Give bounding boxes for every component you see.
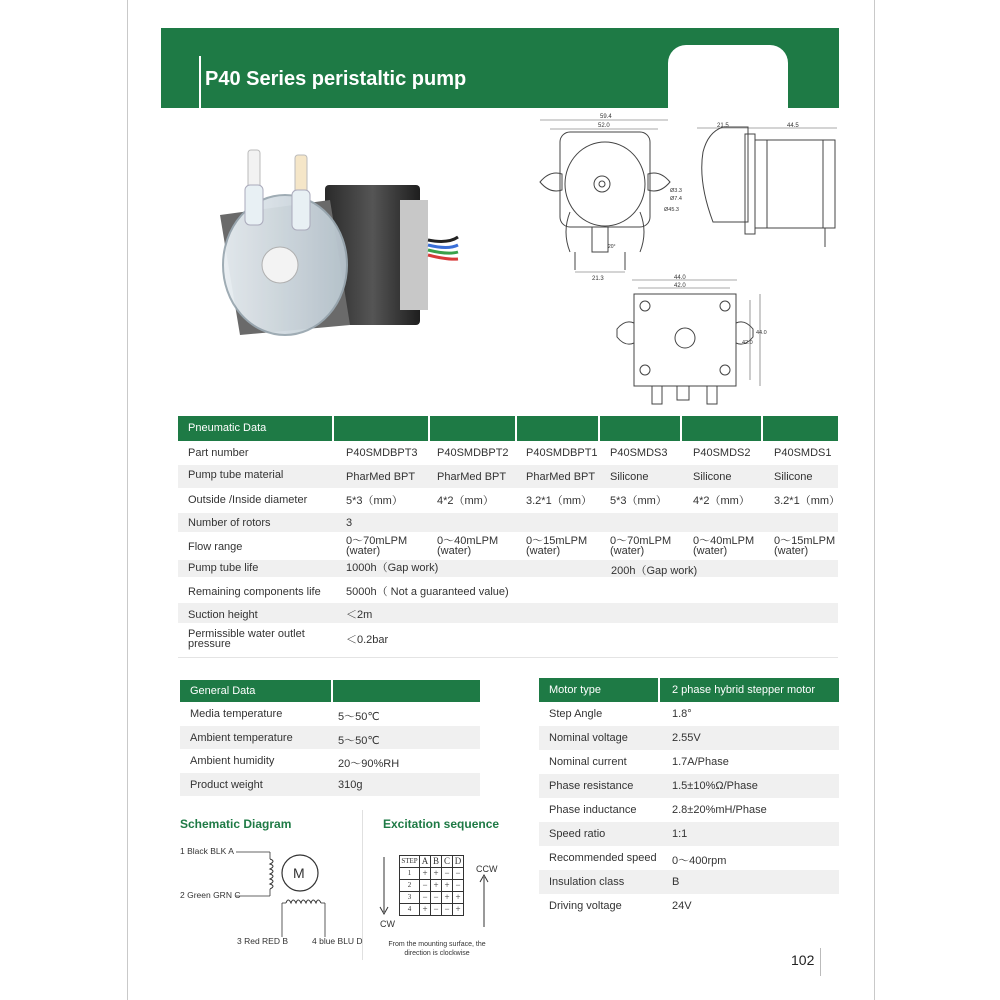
row-value: 310g (338, 778, 363, 791)
row-value: B (672, 876, 680, 888)
row-value: 20～90%RH (338, 758, 400, 770)
cell: 4*2（mm） (437, 495, 494, 507)
page-border-right (874, 0, 875, 1000)
ccw-label: CCW (476, 864, 498, 874)
cell (610, 536, 671, 556)
title-banner (161, 28, 839, 108)
cell: 1000h（Gap work) (346, 562, 439, 574)
cell: Silicone (693, 471, 732, 483)
table-row (539, 774, 839, 798)
cell: − (453, 868, 464, 880)
cell: − (431, 892, 442, 904)
row-label: Pump tube life (188, 562, 259, 574)
cell: 200h（Gap work) (611, 565, 698, 577)
cell: + (431, 880, 442, 892)
cell: P40SMDBPT1 (526, 447, 598, 459)
header-divider (761, 416, 763, 441)
flow-value: 0～15mLPM (526, 535, 588, 547)
table-row (539, 726, 839, 750)
header-cell: C (442, 856, 453, 868)
schematic-title: Schematic Diagram (180, 817, 292, 831)
table-row (539, 870, 839, 894)
row-label: Phase inductance (549, 804, 637, 816)
row-label: Outside /Inside diameter (188, 494, 308, 506)
dim-d45-3: Ø45.3 (664, 207, 679, 213)
row-value: 1.7A/Phase (672, 756, 729, 768)
row-value: 2.55V (672, 732, 701, 744)
header-divider (515, 416, 517, 441)
row-label: Ambient humidity (190, 755, 275, 767)
flow-sub: (water) (346, 545, 381, 557)
table-row-diameter (178, 489, 841, 513)
table-row (180, 749, 480, 773)
dim-face-42: 42.0 (674, 283, 686, 289)
motor-header-label: Motor type (549, 684, 601, 696)
general-header (180, 680, 480, 702)
page-border-left (127, 0, 128, 1000)
header-divider (332, 416, 334, 441)
cell: 3.2*1（mm） (526, 495, 593, 507)
table-row (539, 894, 839, 918)
cell: Silicone (610, 471, 649, 483)
header-cell: D (453, 856, 464, 868)
row-label: Step Angle (549, 708, 603, 720)
header-divider (428, 416, 430, 441)
row-label: Remaining components life (188, 586, 321, 598)
cell (346, 536, 407, 556)
row-label: Insulation class (549, 876, 625, 888)
cell: 4*2（mm） (693, 495, 750, 507)
row-label: Suction height (188, 609, 258, 621)
cell: + (431, 868, 442, 880)
cell: ＜2m (346, 609, 373, 621)
row-value: 1:1 (672, 828, 688, 840)
dim-21-3: 21.3 (592, 276, 604, 282)
table-row-components-life (178, 578, 838, 603)
cell: + (442, 880, 453, 892)
cell: + (442, 892, 453, 904)
table-row (539, 846, 839, 870)
table-row (180, 726, 480, 750)
schematic-diagram (230, 845, 340, 940)
front-view-drawing (530, 112, 690, 287)
row-label: Nominal voltage (549, 732, 628, 744)
header-divider (598, 416, 600, 441)
excitation-title: Excitation sequence (383, 817, 500, 831)
row-label: Phase resistance (549, 780, 634, 792)
row-value: 24V (672, 900, 692, 912)
cell: 5*3（mm） (610, 495, 667, 507)
side-view-drawing (695, 122, 843, 257)
dim-44-5: 44.5 (787, 123, 799, 129)
general-header-label: General Data (190, 685, 256, 697)
cell: 2 (400, 880, 420, 892)
row-label: Nominal current (549, 756, 627, 768)
row-label: Permissible water outlet pressure (188, 628, 305, 650)
header-divider (658, 678, 660, 702)
row-value: 2.8±20%mH/Phase (672, 804, 767, 816)
cell: − (442, 904, 453, 916)
table-row-flow-range (178, 533, 838, 560)
row-label: Driving voltage (549, 900, 622, 912)
flow-sub: (water) (610, 545, 645, 557)
cell: P40SMDS2 (693, 447, 751, 459)
motor-data-table (539, 678, 839, 918)
cell: + (453, 892, 464, 904)
table-row (539, 822, 839, 846)
wire-3-label: 3 Red RED B (237, 936, 289, 946)
motor-header (539, 678, 839, 702)
row-value: 1.8° (672, 708, 692, 720)
flow-value: 0～40mLPM (693, 535, 755, 547)
row-label: Speed ratio (549, 828, 606, 840)
dim-d3-3: Ø3.3 (670, 188, 682, 194)
cell: 3 (346, 517, 353, 529)
table-row (539, 702, 839, 726)
pneumatic-data-table (178, 416, 841, 658)
row-label: Media temperature (190, 708, 283, 720)
cell: P40SMDBPT2 (437, 447, 509, 459)
cell: PharMed BPT (346, 471, 416, 483)
table-row (539, 750, 839, 774)
page-number: 102 (791, 952, 815, 968)
header-cell: B (431, 856, 442, 868)
row-value: 1.5±10%Ω/Phase (672, 780, 758, 792)
wire-2-label: 2 Green GRN C (180, 890, 241, 900)
dim-face-44: 44.0 (674, 275, 686, 281)
cell: 4 (400, 904, 420, 916)
dim-21-5: 21.5 (717, 123, 729, 129)
row-label: Part number (188, 447, 249, 459)
cell: + (420, 904, 431, 916)
wire-4-label: 4 blue BLU D (312, 936, 363, 946)
table-row (539, 798, 839, 822)
motor-header-value: 2 phase hybrid stepper motor (672, 684, 816, 696)
cell: PharMed BPT (437, 471, 507, 483)
dim-face-right-42: 42.0 (742, 340, 753, 346)
cell: + (453, 904, 464, 916)
header-divider (331, 680, 333, 702)
pneumatic-header (178, 416, 838, 441)
table-row (180, 773, 480, 797)
row-label: Flow range (188, 541, 243, 553)
table-row-tube-material (178, 465, 838, 489)
flow-value: 0～70mLPM (610, 535, 672, 547)
direction-note: From the mounting surface, the direction is clockwise (388, 941, 486, 957)
motor-symbol: M (293, 865, 305, 881)
cell: 3 (400, 892, 420, 904)
row-label: Ambient temperature (190, 731, 293, 744)
header-cell: A (420, 856, 431, 868)
row-label: Product weight (190, 778, 263, 791)
general-data-table (180, 680, 480, 796)
cell: P40SMDBPT3 (346, 447, 418, 459)
dim-angle: 20° (608, 244, 616, 250)
flow-sub: (water) (437, 545, 472, 557)
cw-label: CW (380, 919, 395, 929)
table-row-part-number (178, 441, 838, 465)
cell: − (420, 892, 431, 904)
header-cell: STEP (400, 856, 420, 868)
page-number-divider (820, 948, 821, 976)
face-view-drawing (612, 274, 772, 409)
dim-52-0: 52.0 (598, 123, 610, 129)
cell: ＜0.2bar (346, 634, 389, 646)
dim-face-right-44: 44.0 (756, 330, 767, 336)
row-value: 0～400rpm (672, 855, 727, 867)
cell (437, 536, 498, 556)
dim-59-4: 59.4 (600, 114, 612, 120)
cell (693, 536, 754, 556)
row-value: 5～50℃ (338, 734, 380, 747)
row-value: 5～50℃ (338, 711, 380, 723)
banner-tab (668, 45, 788, 108)
cell: − (431, 904, 442, 916)
cell: PharMed BPT (526, 471, 596, 483)
table-row-tube-life (178, 560, 838, 578)
flow-value: 0～15mLPM (774, 535, 836, 547)
flow-value: 0～70mLPM (346, 535, 408, 547)
row-label: Recommended speed (549, 852, 657, 864)
table-row (180, 702, 480, 726)
cell: − (420, 880, 431, 892)
header-divider (680, 416, 682, 441)
flow-sub: (water) (693, 545, 728, 557)
cell: + (420, 868, 431, 880)
cell (774, 536, 835, 556)
table-row-rotors (178, 513, 838, 533)
cell: 1 (400, 868, 420, 880)
cell: 5*3（mm） (346, 495, 403, 507)
dim-d7-4: Ø7.4 (670, 196, 682, 202)
row-label: Number of rotors (188, 517, 271, 529)
table-row-outlet-pressure (178, 624, 838, 658)
pump-photo (200, 130, 480, 360)
flow-value: 0～40mLPM (437, 535, 499, 547)
cell: P40SMDS1 (774, 447, 832, 459)
row-label: Pump tube material (188, 469, 284, 481)
flow-sub: (water) (774, 545, 809, 557)
flow-sub: (water) (526, 545, 561, 557)
table-row-suction (178, 603, 838, 624)
banner-accent-bar (199, 56, 201, 108)
wire-1-label: 1 Black BLK A (180, 846, 234, 856)
cell: − (442, 868, 453, 880)
cell: P40SMDS3 (610, 447, 668, 459)
pneumatic-header-label: Pneumatic Data (188, 422, 267, 434)
cell (526, 536, 587, 556)
cell: Silicone (774, 471, 813, 483)
cell: 3.2*1（mm） (774, 495, 841, 507)
cell: 5000h（ Not a guaranteed value) (346, 586, 509, 598)
page-title: P40 Series peristaltic pump (205, 68, 467, 90)
cell: − (453, 880, 464, 892)
